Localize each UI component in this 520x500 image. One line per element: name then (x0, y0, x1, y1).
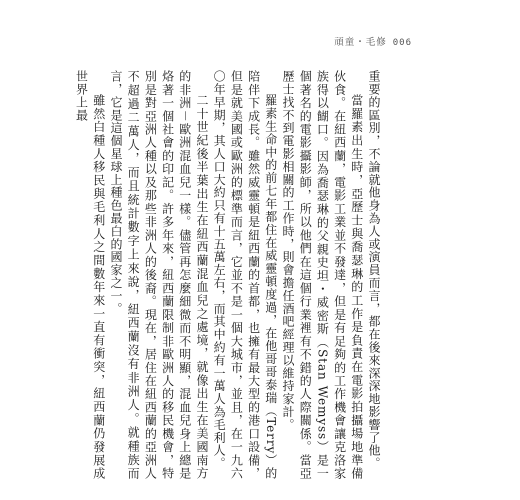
paragraph: 羅素生命中的前七年都住在威靈頓度過，在他哥哥泰瑞（Terry）的陪伴下成長。雖然威靈頓是紐西蘭的首都，也擁有最大型的港口設備，但是就美國或歐洲的標準而言，它並不是一個大城市，並且，在一九六〇年早期，其人口大約只有十五萬左右，而其中約有一萬人為毛利人。 (212, 70, 278, 480)
page-header (334, 34, 412, 48)
paragraph: 當羅素出生時，亞歷士與喬瑟琳的工作是負責在電影拍攝場地準備伙食。在紐西蘭，電影工業並不發達，但是有足夠的工作機會讓克洛家族得以餬口。因為喬瑟琳的父親史坦・威密斯（Stan Wemyss）是一個著名的電影攝影師，所以他們在這個行業裡有不錯的人際關係。當亞歷士找不到電影相關的工作時，則會擔任酒吧經理以維持家計。 (280, 70, 364, 480)
paragraph: 雖然白種人移民與毛利人之間數年來一直有衝突，紐西蘭仍發展成世界上最 (74, 70, 106, 480)
page-number: 006 (392, 38, 412, 48)
paragraph: 重要的區別，不論就他身為人或演員而言，都在後來深深地影響了他。 (367, 70, 381, 470)
running-title: 頑童・毛修 (334, 37, 387, 48)
paragraph: 二十世紀後半葉出生在紐西蘭混血兒之處境，就像出生在美國南方的非洲－歐洲混血兒一樣。儘管再怎麼細微而不明顯，混血兒身上總是烙著一個社會的印記。許多年來，紐西蘭限制非歐洲人的移民機會，特別是對亞洲人種以及那些非洲人的後裔。現在，居住在紐西蘭的亞洲人不超過二萬人，而且統計數字上來說，紐西蘭沒有非洲人。就種族而言，它是這個星球上種色最白的國家之一。 (108, 70, 209, 480)
body-text (74, 70, 382, 480)
